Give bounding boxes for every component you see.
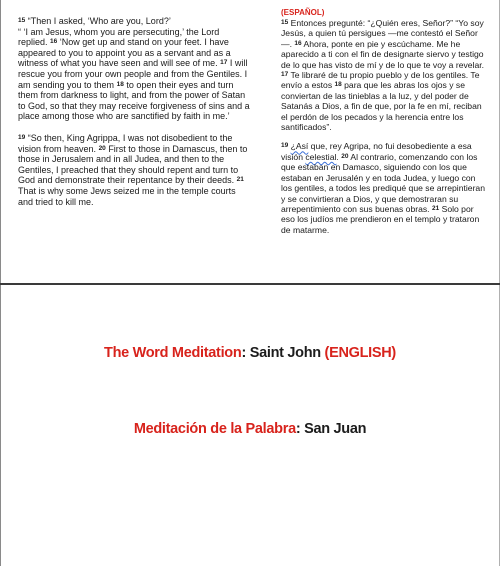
spellcheck-marked-word[interactable]: ¿Así: [290, 141, 309, 152]
verse-text: Entonces pregunté: “¿Quién eres, Señor?” “Yo soy Jesús, a quien tú persigues —me contestó el Señor—.: [281, 18, 484, 49]
title-label: Meditación de la Palabra: [133, 421, 296, 437]
title-book: San Juan: [304, 421, 367, 437]
spanish-column: [281, 8, 487, 235]
verse-number: 17: [220, 59, 228, 67]
title-label: The Word Meditation: [104, 345, 242, 361]
title-book: Saint John: [249, 345, 325, 361]
verse-number: 19: [18, 133, 26, 141]
verse-text: que, rey Agripa, no fui desobediente a esa visión: [281, 141, 472, 162]
spellcheck-marked-word[interactable]: celestial: [305, 151, 337, 162]
spanish-paragraph-1: [281, 18, 487, 132]
spanish-paragraph-2: [281, 141, 487, 235]
verse-text: I will rescue you from your own people and from the Gentiles. I am sending you to them: [18, 58, 248, 90]
verse-number: 21: [431, 204, 440, 212]
verse-number: 16: [294, 39, 302, 47]
verse-text: “Then I asked, ‘Who are you, Lord?’: [27, 16, 171, 26]
verse-text: para que les abras los ojos y se conviertan de las tinieblas a la luz, y del poder de Satanás a Dios, a fin de que, por la fe en mí, reciban el perdón de los pecados y la herencia entre los santificados”.: [281, 80, 482, 133]
verse-text: to open their eyes and turn them from darkness to light, and from the power of Satan to God, so that they may receive forgiveness of sins and a place among those who are sanctified by faith in me.’: [18, 79, 250, 122]
verse-text: Te libraré de tu propio pueblo y de los gentiles. Te envío a estos: [281, 70, 480, 91]
title-language: (ENGLISH): [324, 345, 396, 361]
verse-number: 18: [116, 80, 124, 88]
title-colon: :: [295, 421, 305, 437]
verse-number: 16: [50, 38, 58, 46]
verse-text: That is why some Jews seized me in the temple courts and tried to kill me.: [18, 185, 236, 207]
section-divider: [0, 283, 500, 285]
verse-number: 15: [18, 17, 26, 24]
english-column: [18, 16, 250, 207]
verse-text: First to those in Damascus, then to those in Jerusalem and in all Judea, and then to the Gentiles, I preached that they should repent and turn to God and demonstrate their repentance by their deeds.: [18, 143, 248, 186]
verse-text: Solo por eso los judíos me prendieron en el templo y trataron de matarme.: [281, 203, 480, 235]
english-meditation-title: [0, 345, 500, 361]
verse-number: 17: [281, 71, 289, 79]
verse-text: Ahora, ponte en pie y escúchame. Me he aparecido a ti con el fin de designarte siervo y testigo de lo que has visto de mí y de lo que te voy a revelar.: [281, 38, 485, 70]
verse-text: ‘Now get up and stand on your feet. I have appeared to you to appoint you as a servant and as a witness of what you have seen and will see of me.: [18, 37, 231, 69]
verse-text: “So then, King Agrippa, I was not disobedient to the vision from heaven.: [18, 132, 233, 154]
verse-number: 18: [334, 81, 342, 89]
verse-number: 21: [236, 176, 244, 184]
verse-text: Al contrario, comenzando con los que estaban en Damasco, siguiendo con los que estaban en Jerusalén y en toda Judea, y luego con los gentiles, a todos les prediqué que se arrepintieran y se convirtieran a Dios, y que demostraran su arrepentimiento con sus buenas obras.: [281, 151, 485, 214]
english-paragraph-2: [18, 133, 250, 207]
spanish-heading: (ESPAÑOL): [281, 8, 325, 17]
title-colon: :: [241, 345, 250, 361]
verse-number: 20: [341, 152, 349, 160]
verse-number: 15: [281, 19, 289, 26]
verse-number: 19: [281, 142, 289, 150]
verse-number: 20: [98, 144, 106, 152]
verse-text: .: [336, 151, 339, 162]
spanish-meditation-title: [0, 421, 500, 437]
verse-text: “ ‘I am Jesus, whom you are persecuting,’ the Lord replied.: [18, 26, 220, 48]
english-paragraph-1: [18, 16, 250, 122]
